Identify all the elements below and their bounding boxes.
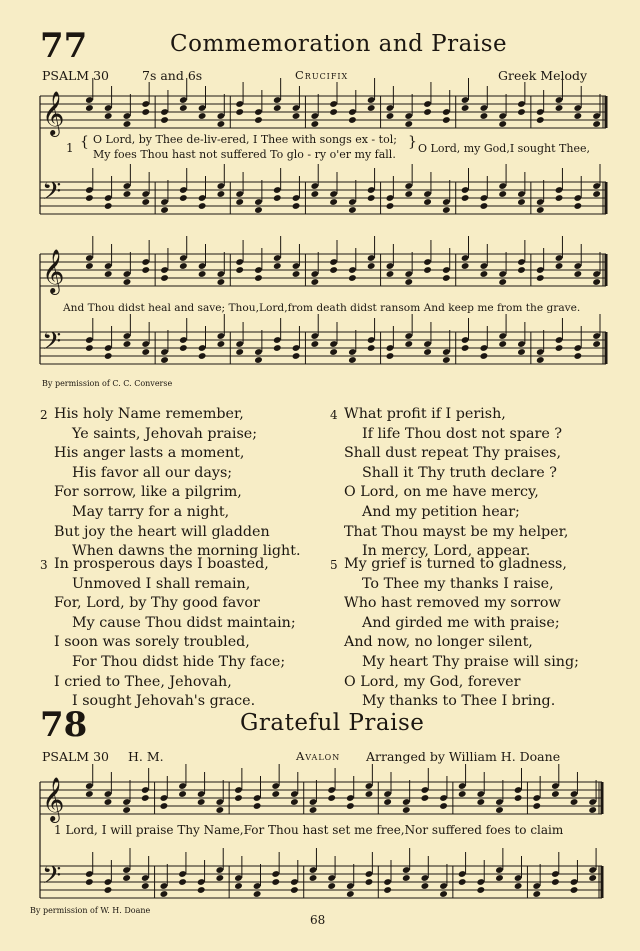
- hymn77-system1-treble-notehead: [198, 112, 207, 120]
- hymn78-system1-treble-notehead: [85, 790, 94, 798]
- hymn77-system2-treble-notehead: [442, 274, 451, 282]
- hymn77-system1-bass-notehead: [310, 190, 319, 198]
- hymn77-system1-bass-notehead: [442, 206, 451, 214]
- hymn78-system1-bass-notehead: [234, 882, 243, 890]
- hymn77-system2-treble-clef: 𝄞: [42, 249, 65, 293]
- hymn77-system2-bass-notehead: [592, 340, 601, 348]
- hymn78-system1-treble-notehead: [439, 802, 448, 810]
- verse-line: Unmoved I shall remain,: [72, 575, 251, 592]
- hymn77-system2-treble-notehead: [160, 274, 169, 282]
- hymn77-system1-treble-notehead: [386, 112, 395, 120]
- hymn77-system2-treble-notehead: [367, 262, 376, 270]
- hymn-78-number: 78: [40, 705, 88, 745]
- hymn78-system1-bass-notehead: [551, 878, 560, 886]
- hymn78-system1-bass-notehead: [495, 874, 504, 882]
- verse-line: I sought Jehovah's grace.: [72, 693, 256, 710]
- hymn77-system2-treble-notehead: [555, 262, 564, 270]
- verse-line: That Thou mayst be my helper,: [344, 523, 569, 540]
- hymn77-system2-treble-notehead: [498, 278, 507, 286]
- hymn78-system1-bass-notehead: [421, 882, 430, 890]
- hymn-77-number: 77: [40, 26, 88, 66]
- hymn77-system1-treble-notehead: [423, 108, 432, 116]
- hymn77-system2-treble-notehead: [292, 270, 301, 278]
- hymn77-system2-treble-notehead: [85, 262, 94, 270]
- hymn77-system2-bass-notehead: [235, 348, 244, 356]
- hymn77-system1-treble-notehead: [292, 112, 301, 120]
- hymn77-system1-treble-notehead: [480, 112, 489, 120]
- hymn-78-meter: H. M.: [128, 749, 164, 764]
- hymn77-system2-bass-notehead: [498, 340, 507, 348]
- hymn78-system1-bass-notehead: [458, 878, 467, 886]
- hymn77-system1-bass-notehead: [273, 194, 282, 202]
- hymn78-system1-treble-notehead: [141, 794, 150, 802]
- hymn77-system1-bass-notehead: [160, 206, 169, 214]
- hymn78-system1-treble-notehead: [421, 794, 430, 802]
- hymn78-system1-treble-notehead: [327, 794, 336, 802]
- hymn77-system1-bass-notehead: [555, 194, 564, 202]
- verse-line: My thanks to Thee I bring.: [362, 693, 556, 710]
- hymn-77-composer: Greek Melody: [498, 68, 588, 83]
- verse-line: His holy Name remember,: [54, 406, 244, 422]
- hymn78-system1-treble-notehead: [197, 798, 206, 806]
- hymn78-system1-treble-notehead: [551, 790, 560, 798]
- verse-1-brace-close: }: [408, 134, 417, 150]
- hymn77-system1-bass-notehead: [179, 194, 188, 202]
- hymn77-system1-treble-notehead: [273, 104, 282, 112]
- verse-line: What profit if I perish,: [344, 406, 506, 422]
- hymn77-system1-bass-clef: 𝄢: [42, 177, 62, 212]
- hymn77-system1-bass-notehead: [348, 206, 357, 214]
- hymn77-system1-bass-notehead: [592, 190, 601, 198]
- hymn78-system1-bass-notehead: [309, 874, 318, 882]
- verse-line: For Thou didst hide Thy face;: [72, 653, 286, 670]
- hymn-78-lyric: 1 Lord, I will praise Thy Name,For Thou hast set me free,Nor suffered foes to claim: [54, 823, 564, 837]
- hymn78-system1-treble-notehead: [253, 802, 262, 810]
- hymn77-system2-bass-notehead: [423, 348, 432, 356]
- hymn77-system1-treble-notehead: [442, 116, 451, 124]
- hymn77-system1-bass-notehead: [423, 198, 432, 206]
- verse-line: If life Thou dost not spare ?: [362, 425, 563, 442]
- hymn78-system1-bass-notehead: [588, 874, 597, 882]
- hymn77-system1-treble-notehead: [573, 112, 582, 120]
- hymn77-system2-treble-notehead: [517, 266, 526, 274]
- hymn77-system1-bass-notehead: [573, 202, 582, 210]
- hymn77-system2-bass-notehead: [517, 348, 526, 356]
- hymn77-system1-treble-notehead: [517, 108, 526, 116]
- hymn78-system1-treble-notehead: [271, 790, 280, 798]
- verse-line: In prosperous days I boasted,: [54, 556, 269, 572]
- hymn77-system2-bass-notehead: [104, 352, 113, 360]
- lyric-line-2: And Thou didst heal and save; Thou,Lord,from death didst ransom And keep me from the grave.: [63, 302, 581, 314]
- hymn77-system2-bass-notehead: [254, 356, 263, 364]
- hymn78-system1-treble-notehead: [365, 790, 374, 798]
- hymn77-system1-bass-notehead: [329, 198, 338, 206]
- hymn78-system1-bass-notehead: [290, 886, 299, 894]
- hymn77-system1-bass-notehead: [123, 190, 132, 198]
- hymn77-system2-treble-notehead: [536, 274, 545, 282]
- hymn77-system1-bass-notehead: [254, 206, 263, 214]
- verse-line: And girded me with praise;: [362, 614, 560, 631]
- hymn77-system2-treble-notehead: [348, 274, 357, 282]
- verse-line: For, Lord, by Thy good favor: [54, 595, 260, 612]
- hymn-78-tune: Avalon: [296, 749, 341, 763]
- hymn77-system1-bass-notehead: [85, 194, 94, 202]
- hymn77-system1-treble-notehead: [329, 108, 338, 116]
- hymn78-system1-bass-notehead: [439, 890, 448, 898]
- hymn77-system1-bass-notehead: [367, 194, 376, 202]
- verse-line: My grief is turned to gladness,: [344, 556, 567, 572]
- hymn77-system1-bass-notehead: [461, 194, 470, 202]
- hymn77-system2-treble-notehead: [573, 270, 582, 278]
- hymn77-system1-treble-notehead: [592, 120, 601, 128]
- permission-converse: By permission of C. C. Converse: [42, 379, 173, 388]
- hymn78-system1-bass-notehead: [215, 874, 224, 882]
- hymn77-system2-bass-notehead: [310, 340, 319, 348]
- hymn78-system1-treble-notehead: [160, 802, 169, 810]
- verse-line: May tarry for a night,: [72, 503, 230, 520]
- verse-line: In mercy, Lord, appear.: [362, 543, 531, 560]
- hymn77-system2-bass-notehead: [480, 352, 489, 360]
- verse-line: Ye saints, Jehovah praise;: [72, 425, 258, 442]
- hymn77-system1-bass-notehead: [141, 198, 150, 206]
- hymn78-system1-bass-notehead: [160, 890, 169, 898]
- hymn77-system1-treble-notehead: [104, 112, 113, 120]
- hymn78-system1-bass-notehead: [178, 878, 187, 886]
- hymn77-system2-bass-notehead: [386, 352, 395, 360]
- verse-line: I cried to Thee, Jehovah,: [54, 673, 232, 690]
- hymn77-system1-treble-notehead: [254, 116, 263, 124]
- hymn77-system2-bass-notehead: [123, 340, 132, 348]
- hymn77-system2-treble-notehead: [254, 274, 263, 282]
- verse-1-brace-open: {: [80, 134, 89, 150]
- hymn77-system2-treble-notehead: [461, 262, 470, 270]
- hymn77-system2-treble-notehead: [329, 266, 338, 274]
- hymn77-system2-bass-notehead: [573, 352, 582, 360]
- hymn77-system1-bass-notehead: [536, 206, 545, 214]
- hymn77-system2-treble-notehead: [310, 278, 319, 286]
- hymn77-system2-bass-notehead: [536, 356, 545, 364]
- verse-line: Who hast removed my sorrow: [344, 595, 561, 612]
- verse-4: [330, 405, 569, 562]
- hymn77-system1-treble-notehead: [160, 116, 169, 124]
- hymn77-system2-bass-notehead: [292, 352, 301, 360]
- hymn78-system1-bass-clef: 𝄢: [42, 861, 62, 896]
- hymn78-system1-treble-notehead: [495, 806, 504, 814]
- verse-line: I soon was sorely troubled,: [54, 634, 250, 651]
- hymn77-system1-bass-notehead: [235, 198, 244, 206]
- hymn78-system1-treble-notehead: [402, 806, 411, 814]
- hymn77-system2-treble-notehead: [198, 270, 207, 278]
- hymn78-system1-treble-clef: 𝄞: [42, 777, 65, 821]
- hymn77-system1-bass-notehead: [292, 202, 301, 210]
- hymn77-system1-treble-notehead: [141, 108, 150, 116]
- page-number: 68: [310, 913, 326, 927]
- hymn-77-tune: Crucifix: [295, 68, 349, 82]
- hymn77-system1-bass-notehead: [104, 202, 113, 210]
- hymn78-system1-bass-notehead: [271, 878, 280, 886]
- lyric-line-1c: O Lord, my God,I sought Thee,: [418, 142, 590, 155]
- verse-line: Shall dust repeat Thy praises,: [344, 445, 562, 462]
- hymn77-system1-treble-notehead: [179, 104, 188, 112]
- verse-line: His favor all our days;: [72, 464, 233, 481]
- hymn78-system1-bass-notehead: [402, 874, 411, 882]
- hymn77-system2-treble-notehead: [217, 278, 226, 286]
- verse-line: And my petition hear;: [362, 503, 520, 520]
- lyric-line-1a: O Lord, by Thee de-liv-ered, I Thee with songs ex - tol;: [93, 133, 397, 146]
- hymn77-system2-bass-notehead: [179, 344, 188, 352]
- hymn-78-psalm: PSALM 30: [42, 749, 109, 764]
- verse-1-number: 1: [66, 141, 74, 155]
- hymn78-system1-treble-notehead: [532, 802, 541, 810]
- hymn77-system2-bass-notehead: [555, 344, 564, 352]
- hymn77-system1-bass-notehead: [217, 190, 226, 198]
- hymn77-system1-treble-notehead: [123, 120, 132, 128]
- hymn77-system2-bass-notehead: [404, 340, 413, 348]
- hymn-77-psalm: PSALM 30: [42, 68, 109, 83]
- hymn78-system1-treble-notehead: [383, 798, 392, 806]
- hymn78-system1-bass-notehead: [85, 878, 94, 886]
- hymn78-system1-bass-notehead: [476, 886, 485, 894]
- verse-line: But joy the heart will gladden: [54, 523, 270, 540]
- hymn-78-title: Grateful Praise: [240, 710, 425, 736]
- verse-3-number: 3: [40, 558, 48, 572]
- hymn77-system1-bass-notehead: [198, 202, 207, 210]
- verse-line: My heart Thy praise will sing;: [362, 653, 579, 670]
- hymn77-system2-treble-notehead: [235, 266, 244, 274]
- hymn78-system1-treble-notehead: [178, 790, 187, 798]
- hymn78-system1-treble-notehead: [570, 798, 579, 806]
- hymn77-system2-treble-notehead: [423, 266, 432, 274]
- verse-line: When dawns the morning light.: [72, 543, 301, 560]
- hymn77-system1-bass-notehead: [480, 202, 489, 210]
- verse-4-number: 4: [330, 408, 338, 422]
- hymn77-system2-bass-notehead: [367, 344, 376, 352]
- hymn77-system1-treble-notehead: [235, 108, 244, 116]
- verse-5: [330, 555, 579, 712]
- hymn77-system1-treble-notehead: [217, 120, 226, 128]
- verse-2: [40, 405, 301, 562]
- hymn78-system1-bass-notehead: [383, 886, 392, 894]
- hymn77-system1-treble-notehead: [555, 104, 564, 112]
- verse-5-number: 5: [330, 558, 338, 572]
- hymn77-system2-treble-notehead: [386, 270, 395, 278]
- hymn77-system1-bass-notehead: [517, 198, 526, 206]
- hymn77-system2-bass-notehead: [217, 340, 226, 348]
- hymn78-system1-bass-notehead: [365, 878, 374, 886]
- verse-line: And now, no longer silent,: [344, 634, 533, 651]
- hymn78-system1-treble-notehead: [476, 798, 485, 806]
- hymn78-system1-treble-notehead: [290, 798, 299, 806]
- hymn77-system1-treble-notehead: [85, 104, 94, 112]
- hymn77-system2-bass-notehead: [348, 356, 357, 364]
- hymn77-system1-treble-notehead: [404, 120, 413, 128]
- hymn77-system2-bass-notehead: [273, 344, 282, 352]
- hymn-77-title: Commemoration and Praise: [170, 31, 508, 57]
- hymn78-system1-bass-notehead: [197, 886, 206, 894]
- hymn78-system1-treble-notehead: [215, 806, 224, 814]
- hymn78-system1-bass-notehead: [141, 882, 150, 890]
- hymn78-system1-treble-notehead: [309, 806, 318, 814]
- lyric-line-1b: My foes Thou hast not suffered To glo - ry o'er my fall.: [93, 148, 396, 161]
- verse-line: My cause Thou didst maintain;: [72, 614, 296, 631]
- hymn77-system2-bass-notehead: [329, 348, 338, 356]
- hymn77-system2-treble-notehead: [123, 278, 132, 286]
- verse-line: His anger lasts a moment,: [54, 445, 245, 462]
- hymn77-system2-treble-notehead: [141, 266, 150, 274]
- hymn78-system1-bass-notehead: [327, 882, 336, 890]
- hymn77-system2-bass-notehead: [141, 348, 150, 356]
- hymn77-system2-bass-notehead: [85, 344, 94, 352]
- hymn78-system1-bass-notehead: [104, 886, 113, 894]
- hymn78-system1-bass-notehead: [346, 890, 355, 898]
- hymn78-system1-bass-notehead: [514, 882, 523, 890]
- hymn77-system1-treble-clef: 𝄞: [42, 91, 65, 135]
- hymn78-system1-treble-notehead: [122, 806, 131, 814]
- hymn77-system1-treble-notehead: [498, 120, 507, 128]
- hymn78-system1-bass-notehead: [532, 890, 541, 898]
- verse-line: To Thee my thanks I raise,: [362, 575, 554, 592]
- hymn78-system1-treble-notehead: [588, 806, 597, 814]
- hymn77-system1-bass-notehead: [386, 202, 395, 210]
- hymn78-system1-bass-notehead: [122, 874, 131, 882]
- verse-line: O Lord, on me have mercy,: [344, 484, 539, 501]
- verse-line: For sorrow, like a pilgrim,: [54, 484, 242, 501]
- hymn78-system1-treble-notehead: [234, 794, 243, 802]
- hymn77-system2-bass-notehead: [198, 352, 207, 360]
- hymn77-system2-bass-notehead: [160, 356, 169, 364]
- verse-2-number: 2: [40, 408, 48, 422]
- verse-line: O Lord, my God, forever: [344, 673, 521, 690]
- hymn-78-arranger: Arranged by William H. Doane: [366, 749, 561, 764]
- hymn78-system1-bass-notehead: [570, 886, 579, 894]
- hymn77-system2-treble-notehead: [273, 262, 282, 270]
- hymn77-system1-treble-notehead: [461, 104, 470, 112]
- hymn77-system2-bass-notehead: [461, 344, 470, 352]
- hymn78-system1-treble-notehead: [104, 798, 113, 806]
- hymn78-system1-treble-notehead: [458, 790, 467, 798]
- hymn77-system2-treble-notehead: [480, 270, 489, 278]
- hymn77-system1-bass-notehead: [404, 190, 413, 198]
- hymn77-system1-treble-notehead: [367, 104, 376, 112]
- hymn78-system1-treble-notehead: [346, 802, 355, 810]
- hymn77-system2-bass-clef: 𝄢: [42, 327, 62, 362]
- hymn77-system2-treble-notehead: [179, 262, 188, 270]
- verse-3: [40, 555, 296, 712]
- hymn77-system2-treble-notehead: [592, 278, 601, 286]
- hymn77-system1-treble-notehead: [310, 120, 319, 128]
- hymn77-system2-treble-notehead: [104, 270, 113, 278]
- hymn77-system1-bass-notehead: [498, 190, 507, 198]
- hymn-77-meter: 7s and 6s: [142, 68, 203, 83]
- hymn77-system2-treble-notehead: [404, 278, 413, 286]
- hymn78-system1-bass-notehead: [253, 890, 262, 898]
- hymn77-system1-treble-notehead: [348, 116, 357, 124]
- permission-doane: By permission of W. H. Doane: [30, 906, 151, 915]
- hymn77-system2-bass-notehead: [442, 356, 451, 364]
- verse-line: Shall it Thy truth declare ?: [362, 464, 557, 481]
- hymn77-system1-treble-notehead: [536, 116, 545, 124]
- hymn78-system1-treble-notehead: [514, 794, 523, 802]
